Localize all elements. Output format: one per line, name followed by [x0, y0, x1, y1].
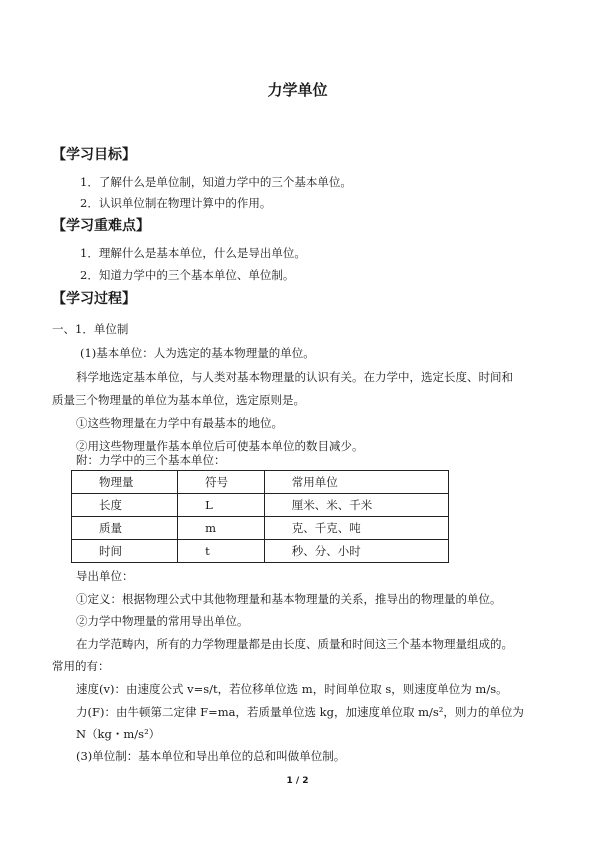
key-point-item: 1．理解什么是基本单位，什么是导出单位。 [80, 246, 306, 260]
section-heading-key-points: 【学习重难点】 [52, 218, 150, 234]
table-header-row [72, 471, 449, 494]
body-line: ①定义：根据物理公式中其他物理量和基本物理量的关系，推导出的物理量的单位。 [76, 592, 502, 606]
body-line: 质量三个物理量的单位为基本单位，选定原则是。 [52, 393, 305, 407]
table-row [72, 540, 449, 563]
body-line: 速度(v)：由速度公式 v=s/t，若位移单位选 m，时间单位取 s，则速度单位为 m/s。 [76, 682, 508, 696]
body-line: 常用的有： [52, 659, 110, 673]
table-header-cell: 常用单位 [264, 471, 448, 494]
body-line: 科学地选定基本单位，与人类对基本物理量的认识有关。在力学中，选定长度、时间和 [76, 370, 513, 384]
body-line: 力(F)：由牛顿第二定律 F=ma，若质量单位选 kg，加速度单位取 m/s²，则力的单位为 [76, 705, 524, 719]
key-point-item: 2．知道力学中的三个基本单位、单位制。 [80, 268, 295, 282]
table-cell: t [178, 540, 265, 563]
page-title: 力学单位 [267, 81, 328, 99]
table-cell: 长度 [72, 494, 178, 517]
body-line: (1)基本单位：人为选定的基本物理量的单位。 [80, 346, 315, 360]
table-cell: m [178, 517, 265, 540]
body-line: ②力学中物理量的常用导出单位。 [76, 614, 249, 628]
body-line: 附：力学中的三个基本单位： [76, 453, 226, 467]
table-cell: 克、千克、吨 [264, 517, 448, 540]
table-row [72, 517, 449, 540]
table-cell: 质量 [72, 517, 178, 540]
table-cell: L [178, 494, 265, 517]
page-number: 1 / 2 [286, 776, 309, 786]
body-line: (3)单位制：基本单位和导出单位的总和叫做单位制。 [76, 749, 346, 763]
body-line: 一、1．单位制 [52, 322, 129, 336]
body-line: 在力学范畴内，所有的力学物理量都是由长度、质量和时间这三个基本物理量组成的。 [76, 637, 513, 651]
section-heading-process: 【学习过程】 [52, 291, 136, 307]
body-line: ②用这些物理量作基本单位后可使基本单位的数目减少。 [76, 439, 364, 453]
table-cell: 秒、分、小时 [264, 540, 448, 563]
body-line: 导出单位： [76, 569, 134, 583]
table-header-cell: 物理量 [72, 471, 178, 494]
body-line: N（kg・m/s²） [76, 727, 161, 741]
section-heading-objectives: 【学习目标】 [52, 147, 136, 163]
table-cell: 时间 [72, 540, 178, 563]
body-line: ①这些物理量在力学中有最基本的地位。 [76, 416, 283, 430]
base-units-table [71, 470, 449, 563]
objective-item: 2．认识单位制在物理计算中的作用。 [80, 196, 272, 210]
table-header-cell: 符号 [178, 471, 265, 494]
objective-item: 1．了解什么是单位制，知道力学中的三个基本单位。 [80, 175, 352, 189]
table-row [72, 494, 449, 517]
table-cell: 厘米、米、千米 [264, 494, 448, 517]
